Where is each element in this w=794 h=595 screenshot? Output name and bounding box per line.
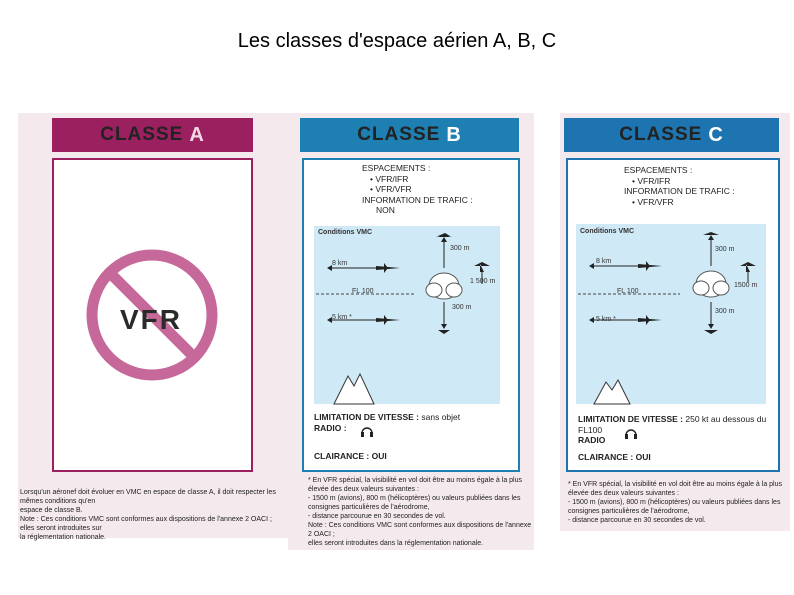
mountain-icon <box>594 380 630 404</box>
class-a-header-word: CLASSE <box>100 124 184 145</box>
class-c-header <box>564 118 779 152</box>
page-title: Les classes d'espace aérien A, B, C <box>237 30 557 52</box>
class-c-dist-300-top: 300 m <box>715 246 735 253</box>
class-a-header-letter: A <box>189 123 205 146</box>
class-c-vmc-title: Conditions VMC <box>580 228 635 235</box>
class-b-header-word: CLASSE <box>357 124 441 145</box>
vfr-label: VFR <box>120 304 182 335</box>
class-b-dist-300-bottom: 300 m <box>452 304 472 311</box>
class-c-header-letter: C <box>708 123 724 146</box>
class-b-vmc-title: Conditions VMC <box>318 229 373 236</box>
class-c-dist-1500: 1500 m <box>734 282 758 289</box>
class-c-limits: LIMITATION DE VITESSE : 250 kt au dessous du FL100 RADIO <box>578 414 767 445</box>
class-b-limits: LIMITATION DE VITESSE : sans objet RADIO : <box>314 412 461 433</box>
class-c-vmc-diagram <box>576 224 766 404</box>
class-b-dist-1500: 1 500 m <box>470 278 496 285</box>
headset-icon <box>360 424 374 440</box>
class-c-header-word: CLASSE <box>619 124 703 145</box>
class-c-clairance: CLAIRANCE : OUI <box>578 452 651 462</box>
class-c-espacements: ESPACEMENTS : • VFR/IFR INFORMATION DE TRAFIC : • VFR/VFR <box>624 165 735 207</box>
class-c-dist-5km: 5 km * <box>596 316 616 323</box>
headset-icon <box>624 426 638 442</box>
class-b-dist-5km: 5 km * <box>332 314 352 321</box>
airplane-icon <box>703 232 719 235</box>
class-b-header <box>300 118 519 152</box>
class-b-fl100: FL 100 <box>352 288 374 295</box>
class-c-footnote: * En VFR spécial, la visibilité en vol doit être au moins égale à la plus élevée des deux valeurs suivantes : - 1500 m (avions), 800 m (hélicoptères) ou valeurs publiées dans les consignes particulières de l'aérodrome, - distance parcourue en 30 secondes de vol. <box>568 481 782 524</box>
class-a-header <box>52 118 253 152</box>
airplane-icon <box>436 233 452 237</box>
class-b-clairance: CLAIRANCE : OUI <box>314 451 387 461</box>
class-b-footnote: * En VFR spécial, la visibilité en vol doit être au moins égale à la plus élevée des deux valeurs suivantes : - 1500 m (avions), 800 m (hélicoptères) ou valeurs publiées dans les consignes particulières de l'aérodrome, - distance parcourue en 30 secondes de vol. Note : Ces conditions VMC sont conformes aux dispositions de l'annexe 2 OACI ; elles seront introduites dans la réglementation nationale. <box>308 477 532 547</box>
class-c-dist-8km: 8 km <box>596 258 612 265</box>
class-a-footnote: Lorsqu'un aéronef doit évoluer en VMC en espace de classe A, il doit respecter les mêmes conditions qu'en espace de classe B. Note : Ces conditions VMC sont conformes aux dispositions de l'annexe 2 OACI ; elles seront introduites sur la réglementation nationale. <box>20 489 276 541</box>
class-c-fl100: FL 100 <box>617 288 639 295</box>
class-b-dist-8km: 8 km <box>332 260 348 267</box>
class-b-espacements: ESPACEMENTS : • VFR/IFR • VFR/VFR INFORMATION DE TRAFIC : NON <box>362 163 473 215</box>
class-b-header-letter: B <box>446 123 462 146</box>
mountain-icon <box>334 374 374 404</box>
class-b-dist-300-top: 300 m <box>450 245 470 252</box>
class-c-dist-300-bottom: 300 m <box>715 308 735 315</box>
